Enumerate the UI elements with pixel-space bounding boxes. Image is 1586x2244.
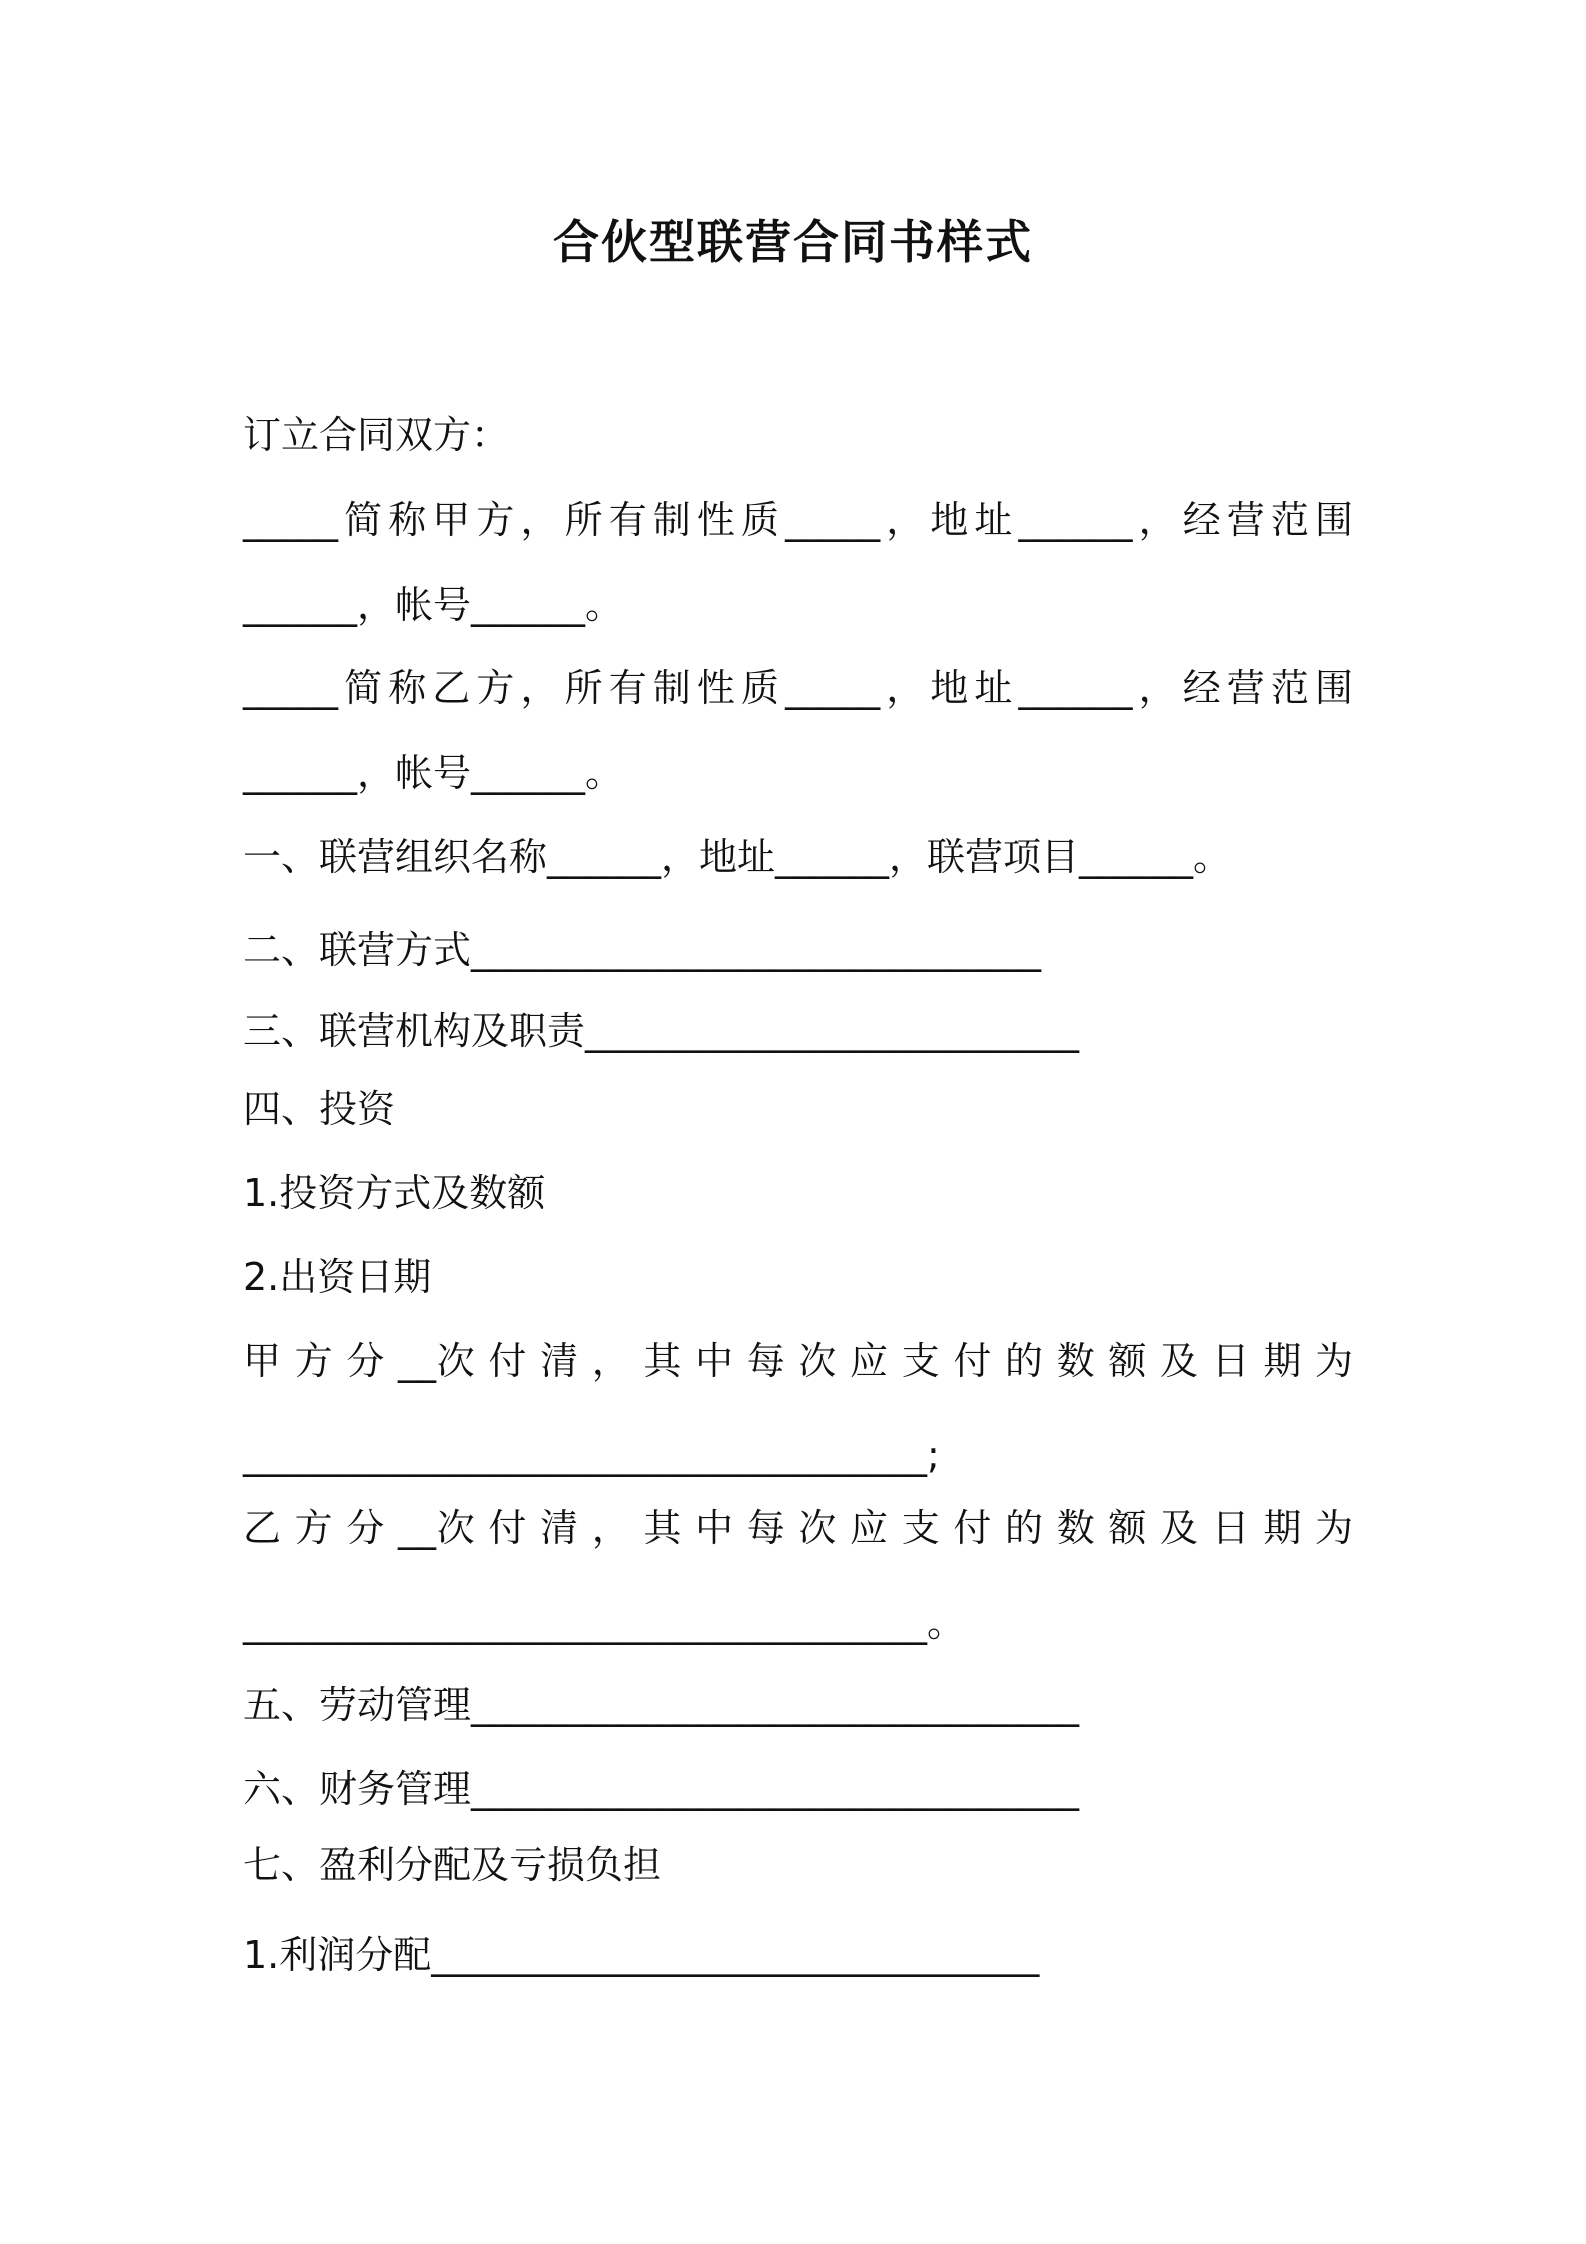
clause-5: 五、劳动管理________________________________: [243, 1683, 1080, 1727]
party-a-line-2: ______，帐号______。: [243, 583, 624, 627]
party-b-payment-line-2: ____________________________________。: [243, 1601, 966, 1645]
clause-4-item-1: 1.投资方式及数额: [243, 1171, 546, 1215]
clause-6: 六、财务管理________________________________: [243, 1767, 1080, 1811]
clause-3: 三、联营机构及职责__________________________: [243, 1009, 1080, 1053]
party-b-line-1: _____简称乙方，所有制性质_____，地址______，经营范围: [243, 666, 1353, 710]
party-a-line-1: _____简称甲方，所有制性质_____，地址______，经营范围: [243, 498, 1353, 542]
party-a-payment-line-1: 甲 方 分 __次 付 清 ， 其 中 每 次 应 支 付 的 数 额 及 日 期 为: [243, 1339, 1353, 1383]
clause-7-item-1: 1.利润分配________________________________: [243, 1933, 1040, 1977]
clause-1: 一、联营组织名称______，地址______，联营项目______。: [243, 835, 1232, 879]
document-title: 合伙型联营合同书样式: [553, 215, 1033, 269]
clause-2: 二、联营方式______________________________: [243, 928, 1042, 972]
party-b-payment-line-1: 乙 方 分 __次 付 清 ， 其 中 每 次 应 支 付 的 数 额 及 日 期 为: [243, 1506, 1353, 1550]
clause-4: 四、投资: [243, 1087, 396, 1131]
parties-heading: 订立合同双方：: [243, 413, 510, 457]
party-b-line-2: ______，帐号______。: [243, 751, 624, 795]
party-a-payment-line-2: ____________________________________;: [243, 1433, 940, 1477]
clause-7: 七、盈利分配及亏损负担: [243, 1843, 662, 1887]
clause-4-item-2: 2.出资日期: [243, 1255, 432, 1299]
